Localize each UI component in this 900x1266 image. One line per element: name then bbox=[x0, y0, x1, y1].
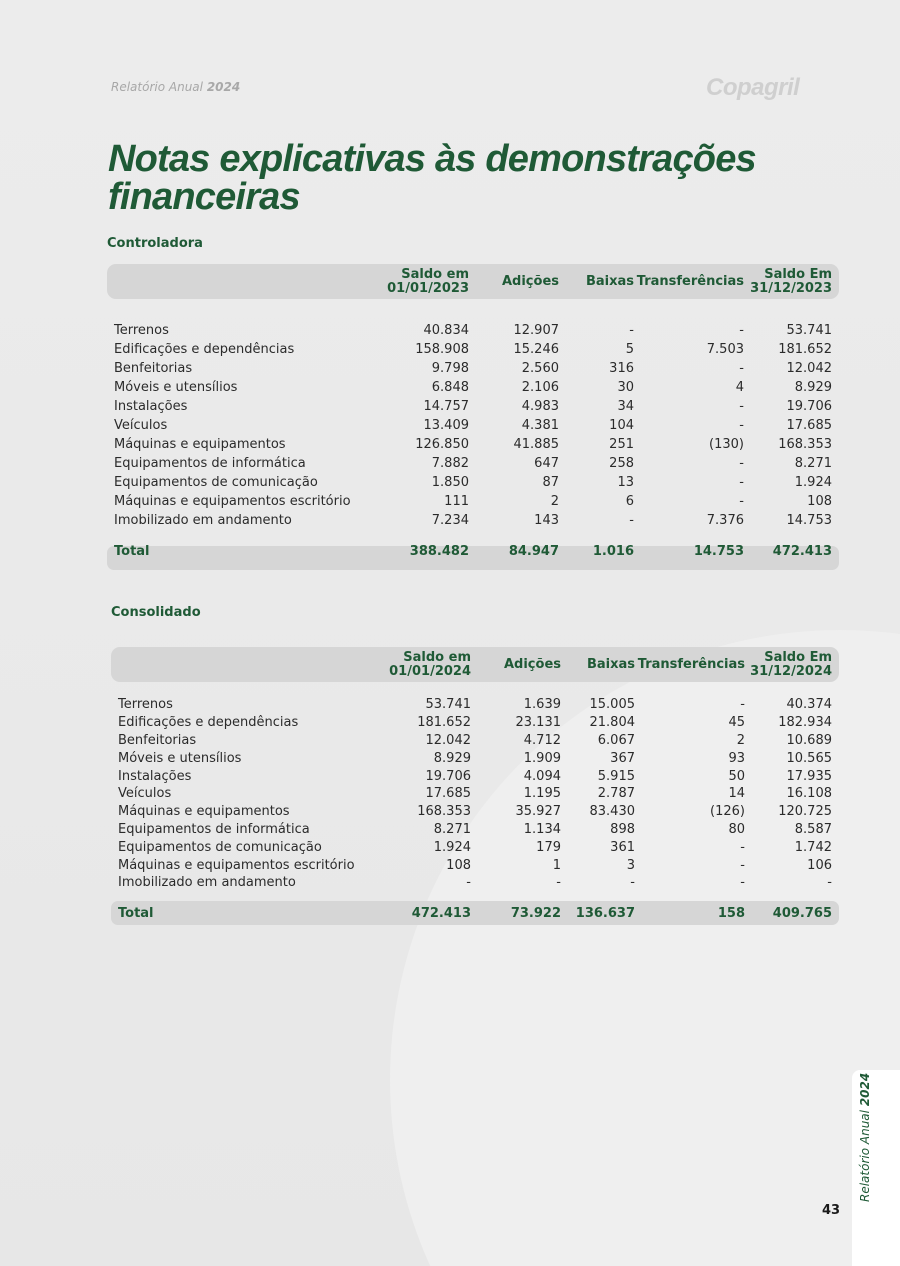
section-label-controladora: Controladora bbox=[107, 236, 203, 251]
table-cell: 1.850 bbox=[431, 475, 469, 490]
table-cell: 2 bbox=[550, 494, 559, 509]
row-label: Máquinas e equipamentos bbox=[118, 804, 290, 820]
table-cell: 168.353 bbox=[778, 437, 832, 452]
table-cell: 19.706 bbox=[786, 399, 832, 414]
table-cell: - bbox=[740, 875, 745, 891]
table-row bbox=[114, 340, 832, 359]
table-cell: 10.565 bbox=[786, 750, 832, 766]
total-cell: 388.482 bbox=[409, 543, 469, 559]
table-row bbox=[114, 321, 832, 340]
table-cell: 126.850 bbox=[415, 437, 469, 452]
table-cell: 158.908 bbox=[415, 342, 469, 357]
table-cell: - bbox=[739, 475, 744, 490]
column-header-text: 01/01/2024 bbox=[389, 663, 471, 679]
table-cell: 251 bbox=[609, 437, 634, 452]
row-label: Edificações e dependências bbox=[114, 342, 295, 357]
table-cell: 367 bbox=[610, 750, 635, 766]
table-row bbox=[114, 492, 832, 511]
table-row bbox=[114, 359, 832, 378]
table-row bbox=[114, 511, 832, 530]
table-cell: - bbox=[739, 456, 744, 471]
table-cell: 8.271 bbox=[433, 821, 471, 837]
column-header bbox=[561, 647, 635, 682]
table-cell: 83.430 bbox=[589, 804, 635, 820]
table-cell: 111 bbox=[444, 494, 469, 509]
table-cell: 6.067 bbox=[597, 732, 635, 748]
total-cell: 1.016 bbox=[592, 543, 634, 559]
table-cell: 898 bbox=[610, 821, 635, 837]
controladora-table bbox=[114, 264, 832, 563]
report-year: 2024 bbox=[206, 80, 241, 94]
table-cell: 647 bbox=[534, 456, 559, 471]
page-title-line2: financeiras bbox=[108, 176, 300, 218]
table-cell: 17.685 bbox=[425, 786, 471, 802]
report-header bbox=[111, 80, 240, 94]
column-header-text: Saldo em bbox=[403, 649, 471, 665]
page-number: 43 bbox=[822, 1203, 841, 1218]
column-header-text: Saldo Em bbox=[764, 266, 832, 282]
table-cell: - bbox=[739, 361, 744, 376]
table-row bbox=[118, 749, 832, 767]
table-header-row bbox=[118, 647, 832, 682]
row-label: Imobilizado em andamento bbox=[118, 875, 296, 891]
table-cell: 5 bbox=[625, 342, 634, 357]
row-label: Imobilizado em andamento bbox=[114, 513, 292, 528]
table-row bbox=[118, 838, 832, 856]
table-cell: 4.712 bbox=[523, 732, 561, 748]
table-cell: 8.929 bbox=[794, 380, 832, 395]
page-title bbox=[108, 140, 808, 216]
table-cell: - bbox=[629, 323, 634, 338]
table-cell: 17.685 bbox=[786, 418, 832, 433]
table-cell: 12.042 bbox=[425, 732, 471, 748]
table-cell: 17.935 bbox=[786, 768, 832, 784]
table-cell: - bbox=[827, 875, 832, 891]
table-cell: 120.725 bbox=[778, 804, 832, 820]
table-cell: 8.271 bbox=[794, 456, 832, 471]
table-cell: 182.934 bbox=[778, 715, 832, 731]
table-cell: 1.639 bbox=[523, 697, 561, 713]
total-cell: 73.922 bbox=[510, 906, 561, 922]
column-header-text: Saldo Em bbox=[764, 649, 832, 665]
table-cell: 53.741 bbox=[786, 323, 832, 338]
table-cell: 316 bbox=[609, 361, 634, 376]
company-logo: Copagril bbox=[706, 74, 800, 101]
table-cell: 45 bbox=[728, 715, 745, 731]
column-header-text: Adições bbox=[503, 656, 561, 672]
row-label: Equipamentos de comunicação bbox=[118, 839, 322, 855]
table-cell: 40.374 bbox=[786, 697, 832, 713]
total-cell: 136.637 bbox=[575, 906, 635, 922]
column-header bbox=[469, 264, 559, 299]
table-row bbox=[114, 435, 832, 454]
column-header bbox=[634, 264, 744, 299]
column-header-blank bbox=[114, 264, 384, 299]
row-label: Veículos bbox=[118, 786, 172, 802]
total-cell: 14.753 bbox=[693, 543, 744, 559]
table-row bbox=[118, 821, 832, 839]
row-label: Terrenos bbox=[114, 323, 169, 338]
table-cell: 87 bbox=[542, 475, 559, 490]
table-cell: 5.915 bbox=[597, 768, 635, 784]
row-label: Máquinas e equipamentos bbox=[114, 437, 286, 452]
table-cell: 2.787 bbox=[597, 786, 635, 802]
column-header-text: Baixas bbox=[585, 273, 634, 289]
row-label: Equipamentos de informática bbox=[118, 821, 310, 837]
total-label: Total bbox=[114, 543, 150, 559]
row-label: Terrenos bbox=[118, 697, 173, 713]
table-row bbox=[114, 378, 832, 397]
table-cell: 6.848 bbox=[431, 380, 469, 395]
table-cell: 7.503 bbox=[706, 342, 744, 357]
side-report-label: Relatório Anual 2024 bbox=[858, 1072, 872, 1202]
table-cell: 1.742 bbox=[794, 839, 832, 855]
table-cell: - bbox=[739, 323, 744, 338]
table-cell: - bbox=[740, 839, 745, 855]
total-cell: 84.947 bbox=[508, 543, 559, 559]
table-cell: 50 bbox=[728, 768, 745, 784]
total-cell: 472.413 bbox=[411, 906, 471, 922]
table-cell: 1 bbox=[552, 857, 561, 873]
row-label: Benfeitorias bbox=[118, 732, 197, 748]
table-cell: - bbox=[630, 875, 635, 891]
row-label: Equipamentos de informática bbox=[114, 456, 306, 471]
table-cell: 108 bbox=[446, 857, 471, 873]
table-cell: 168.353 bbox=[417, 804, 471, 820]
table-cell: 23.131 bbox=[515, 715, 561, 731]
table-cell: 21.804 bbox=[589, 715, 635, 731]
total-label: Total bbox=[118, 906, 154, 922]
column-header-text: Adições bbox=[501, 273, 559, 289]
table-header-row bbox=[114, 264, 832, 299]
table-cell: 13 bbox=[617, 475, 634, 490]
table-cell: 361 bbox=[610, 839, 635, 855]
table-row bbox=[118, 803, 832, 821]
column-header-text: Transferências bbox=[637, 656, 745, 672]
column-header bbox=[635, 647, 745, 682]
table-cell: 6 bbox=[625, 494, 634, 509]
table-cell: 34 bbox=[617, 399, 634, 414]
column-header-text: Baixas bbox=[586, 656, 635, 672]
row-label: Móveis e utensílios bbox=[118, 750, 242, 766]
row-label: Instalações bbox=[114, 399, 188, 414]
table-cell: 3 bbox=[626, 857, 635, 873]
table-cell: 1.909 bbox=[523, 750, 561, 766]
column-header bbox=[559, 264, 634, 299]
row-label: Benfeitorias bbox=[114, 361, 193, 376]
table-cell: 143 bbox=[534, 513, 559, 528]
row-label: Máquinas e equipamentos escritório bbox=[118, 857, 355, 873]
table-row bbox=[118, 732, 832, 750]
table-cell: 1.924 bbox=[433, 839, 471, 855]
table-cell: 2 bbox=[736, 732, 745, 748]
column-header-blank bbox=[118, 647, 388, 682]
table-cell: 8.587 bbox=[794, 821, 832, 837]
table-row bbox=[114, 473, 832, 492]
row-label: Instalações bbox=[118, 768, 192, 784]
table-cell: 4.094 bbox=[523, 768, 561, 784]
table-cell: 8.929 bbox=[433, 750, 471, 766]
table-cell: 13.409 bbox=[423, 418, 469, 433]
table-cell: 12.042 bbox=[786, 361, 832, 376]
column-header bbox=[384, 264, 469, 299]
row-label: Móveis e utensílios bbox=[114, 380, 238, 395]
table-row bbox=[118, 785, 832, 803]
table-cell: 1.134 bbox=[523, 821, 561, 837]
table-cell: (130) bbox=[709, 437, 744, 452]
column-header bbox=[471, 647, 561, 682]
table-cell: - bbox=[739, 418, 744, 433]
table-cell: 15.246 bbox=[513, 342, 559, 357]
table-cell: 80 bbox=[728, 821, 745, 837]
table-cell: (126) bbox=[710, 804, 745, 820]
table-cell: 14.757 bbox=[423, 399, 469, 414]
table-row bbox=[118, 696, 832, 714]
table-cell: 9.798 bbox=[431, 361, 469, 376]
table-row bbox=[118, 856, 832, 874]
page-title-line1: Notas explicativas às demonstrações bbox=[108, 138, 756, 180]
table-cell: 1.195 bbox=[523, 786, 561, 802]
table-cell: 4 bbox=[735, 380, 744, 395]
table-row bbox=[114, 454, 832, 473]
total-cell: 472.413 bbox=[772, 543, 832, 559]
column-header-text: Transferências bbox=[636, 273, 744, 289]
table-cell: 4.983 bbox=[521, 399, 559, 414]
row-label: Equipamentos de comunicação bbox=[114, 475, 318, 490]
column-header bbox=[745, 647, 832, 682]
table-cell: 16.108 bbox=[786, 786, 832, 802]
table-cell: - bbox=[629, 513, 634, 528]
table-cell: 104 bbox=[609, 418, 634, 433]
table-cell: 181.652 bbox=[778, 342, 832, 357]
total-cell: 158 bbox=[717, 906, 745, 922]
table-cell: 2.560 bbox=[521, 361, 559, 376]
column-header-text: 01/01/2023 bbox=[387, 280, 469, 296]
column-header bbox=[744, 264, 832, 299]
table-cell: 14.753 bbox=[786, 513, 832, 528]
table-cell: 19.706 bbox=[425, 768, 471, 784]
table-cell: 181.652 bbox=[417, 715, 471, 731]
table-cell: 7.234 bbox=[431, 513, 469, 528]
table-cell: 108 bbox=[807, 494, 832, 509]
table-row bbox=[118, 767, 832, 785]
column-header-text: 31/12/2024 bbox=[750, 663, 832, 679]
table-cell: 2.106 bbox=[521, 380, 559, 395]
table-cell: 35.927 bbox=[515, 804, 561, 820]
table-total-row bbox=[118, 902, 832, 926]
row-label: Edificações e dependências bbox=[118, 715, 299, 731]
table-cell: 1.924 bbox=[794, 475, 832, 490]
table-cell: 4.381 bbox=[521, 418, 559, 433]
table-row bbox=[114, 397, 832, 416]
table-cell: 12.907 bbox=[513, 323, 559, 338]
table-total-row bbox=[114, 539, 832, 563]
table-cell: 106 bbox=[807, 857, 832, 873]
table-cell: - bbox=[740, 697, 745, 713]
table-cell: 93 bbox=[728, 750, 745, 766]
table-cell: 41.885 bbox=[513, 437, 559, 452]
table-cell: 258 bbox=[609, 456, 634, 471]
row-label: Máquinas e equipamentos escritório bbox=[114, 494, 351, 509]
table-cell: 10.689 bbox=[786, 732, 832, 748]
table-cell: - bbox=[466, 875, 471, 891]
section-label-consolidado: Consolidado bbox=[111, 605, 201, 620]
table-cell: - bbox=[739, 399, 744, 414]
row-label: Veículos bbox=[114, 418, 168, 433]
table-cell: 7.882 bbox=[431, 456, 469, 471]
table-cell: 30 bbox=[617, 380, 634, 395]
table-cell: 15.005 bbox=[589, 697, 635, 713]
table-row bbox=[114, 416, 832, 435]
column-header bbox=[388, 647, 471, 682]
column-header-text: 31/12/2023 bbox=[750, 280, 832, 296]
consolidado-table bbox=[118, 647, 832, 926]
table-cell: 7.376 bbox=[706, 513, 744, 528]
table-cell: 14 bbox=[728, 786, 745, 802]
table-cell: - bbox=[556, 875, 561, 891]
table-cell: 40.834 bbox=[423, 323, 469, 338]
table-cell: - bbox=[739, 494, 744, 509]
column-header-text: Saldo em bbox=[401, 266, 469, 282]
table-cell: - bbox=[740, 857, 745, 873]
total-cell: 409.765 bbox=[772, 906, 832, 922]
table-cell: 53.741 bbox=[425, 697, 471, 713]
report-label: Relatório Anual bbox=[111, 80, 203, 94]
table-cell: 179 bbox=[536, 839, 561, 855]
table-row bbox=[118, 874, 832, 892]
table-row bbox=[118, 714, 832, 732]
